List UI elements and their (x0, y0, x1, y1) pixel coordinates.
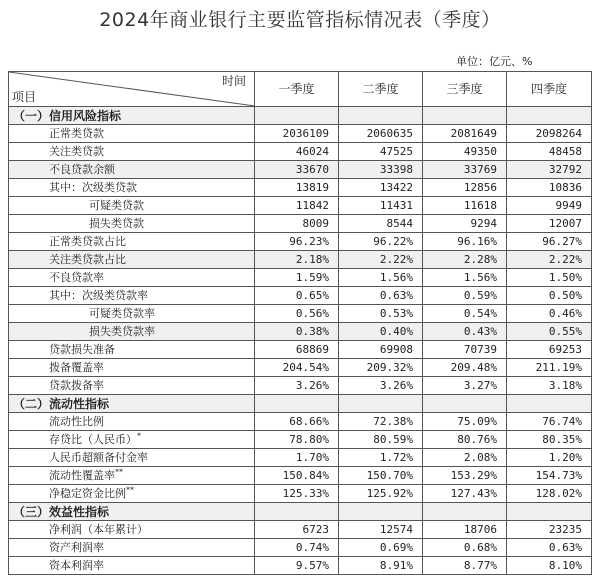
value-cell-q1: 0.56% (255, 305, 339, 323)
value-cell-q4: 8.10% (507, 557, 592, 575)
value-cell-q3: 33769 (423, 161, 507, 179)
value-cell-q2: 3.26% (339, 377, 423, 395)
section-row (9, 503, 592, 521)
value-cell-q1: 3.26% (255, 377, 339, 395)
value-cell-q4: 3.18% (507, 377, 592, 395)
row-label-text: 可疑类贷款率 (89, 306, 155, 320)
value-cell-q1: 68.66% (255, 413, 339, 431)
row-label-text: 资本利润率 (49, 558, 104, 572)
value-cell-q4 (507, 107, 592, 125)
value-cell-q4: 32792 (507, 161, 592, 179)
value-cell-q1: 96.23% (255, 233, 339, 251)
row-label (9, 521, 255, 539)
table-row (9, 449, 592, 467)
footnote-marker: ** (126, 484, 134, 494)
value-cell-q4: 128.02% (507, 485, 592, 503)
value-cell-q2: 125.92% (339, 485, 423, 503)
value-cell-q4: 154.73% (507, 467, 592, 485)
section-row (9, 395, 592, 413)
row-label (9, 539, 255, 557)
row-label (9, 485, 255, 503)
value-cell-q2: 12574 (339, 521, 423, 539)
value-cell-q2: 2060635 (339, 125, 423, 143)
row-label (9, 251, 255, 269)
value-cell-q3: 70739 (423, 341, 507, 359)
table-row (9, 179, 592, 197)
value-cell-q1: 9.57% (255, 557, 339, 575)
indicator-table (8, 71, 592, 575)
row-label-text: 不良贷款余额 (49, 162, 115, 176)
row-label (9, 197, 255, 215)
value-cell-q4: 2098264 (507, 125, 592, 143)
value-cell-q4: 2.22% (507, 251, 592, 269)
row-label-text: 其中：次级类贷款率 (49, 288, 148, 302)
value-cell-q4: 0.55% (507, 323, 592, 341)
header-row (9, 72, 592, 107)
value-cell-q2: 1.56% (339, 269, 423, 287)
value-cell-q1: 1.70% (255, 449, 339, 467)
row-label (9, 287, 255, 305)
row-label (9, 341, 255, 359)
table-row (9, 377, 592, 395)
row-label-text: 流动性覆盖率 (49, 468, 115, 482)
row-label-text: 存贷比（人民币） (49, 432, 137, 446)
value-cell-q2: 72.38% (339, 413, 423, 431)
row-label (9, 305, 255, 323)
value-cell-q3: 2.08% (423, 449, 507, 467)
table-row (9, 125, 592, 143)
row-label (9, 143, 255, 161)
value-cell-q3: 75.09% (423, 413, 507, 431)
value-cell-q1: 1.59% (255, 269, 339, 287)
value-cell-q4: 12007 (507, 215, 592, 233)
row-label-text: （一）信用风险指标 (13, 108, 122, 123)
table-body (9, 107, 592, 575)
value-cell-q4: 80.35% (507, 431, 592, 449)
value-cell-q2: 69908 (339, 341, 423, 359)
value-cell-q2: 13422 (339, 179, 423, 197)
value-cell-q3: 0.43% (423, 323, 507, 341)
value-cell-q3: 49350 (423, 143, 507, 161)
value-cell-q4: 48458 (507, 143, 592, 161)
section-label (9, 395, 255, 413)
value-cell-q2: 0.53% (339, 305, 423, 323)
value-cell-q3: 3.27% (423, 377, 507, 395)
value-cell-q1: 68869 (255, 341, 339, 359)
value-cell-q3: 2.28% (423, 251, 507, 269)
table-row (9, 413, 592, 431)
value-cell-q4: 76.74% (507, 413, 592, 431)
table-row (9, 359, 592, 377)
value-cell-q2: 0.69% (339, 539, 423, 557)
row-label-text: 贷款损失准备 (49, 342, 115, 356)
value-cell-q3: 96.16% (423, 233, 507, 251)
section-row (9, 107, 592, 125)
value-cell-q1 (255, 503, 339, 521)
row-label-text: 净稳定资金比例 (49, 486, 126, 500)
value-cell-q4: 1.20% (507, 449, 592, 467)
row-label (9, 161, 255, 179)
row-label-text: （二）流动性指标 (13, 396, 110, 411)
value-cell-q2 (339, 107, 423, 125)
row-label-text: 人民币超额备付金率 (49, 450, 148, 464)
value-cell-q1: 125.33% (255, 485, 339, 503)
value-cell-q3: 9294 (423, 215, 507, 233)
value-cell-q4: 10836 (507, 179, 592, 197)
value-cell-q4: 0.63% (507, 539, 592, 557)
value-cell-q3: 2081649 (423, 125, 507, 143)
footnote-marker: ** (115, 466, 123, 476)
table-row (9, 161, 592, 179)
table-row (9, 467, 592, 485)
row-label (9, 179, 255, 197)
value-cell-q2: 209.32% (339, 359, 423, 377)
value-cell-q3 (423, 503, 507, 521)
table-row (9, 143, 592, 161)
value-cell-q4: 1.50% (507, 269, 592, 287)
row-label-text: 正常类贷款占比 (49, 234, 126, 248)
value-cell-q4 (507, 503, 592, 521)
value-cell-q4 (507, 395, 592, 413)
table-row (9, 341, 592, 359)
row-label-text: 正常类贷款 (49, 126, 104, 140)
diagonal-line (9, 72, 255, 106)
value-cell-q1 (255, 395, 339, 413)
table-row (9, 197, 592, 215)
quarter-header-q3: 三季度 (423, 72, 507, 107)
row-label (9, 557, 255, 575)
row-label-text: 关注类贷款占比 (49, 252, 126, 266)
value-cell-q2 (339, 395, 423, 413)
row-label (9, 125, 255, 143)
value-cell-q4: 96.27% (507, 233, 592, 251)
section-label (9, 503, 255, 521)
table-row (9, 215, 592, 233)
quarter-header-q2: 二季度 (339, 72, 423, 107)
quarter-header-q1: 一季度 (255, 72, 339, 107)
value-cell-q1: 2036109 (255, 125, 339, 143)
row-label (9, 233, 255, 251)
item-header: 项目 (12, 90, 37, 104)
row-label-text: 损失类贷款率 (89, 324, 155, 338)
value-cell-q2: 8.91% (339, 557, 423, 575)
row-label-text: 流动性比例 (49, 414, 104, 428)
value-cell-q3: 0.54% (423, 305, 507, 323)
table-row (9, 557, 592, 575)
row-label-text: 关注类贷款 (49, 144, 104, 158)
table-row (9, 431, 592, 449)
value-cell-q2: 47525 (339, 143, 423, 161)
value-cell-q1: 150.84% (255, 467, 339, 485)
section-label (9, 107, 255, 125)
value-cell-q4: 9949 (507, 197, 592, 215)
value-cell-q1: 8009 (255, 215, 339, 233)
value-cell-q4: 0.46% (507, 305, 592, 323)
unit-note: 单位：亿元、% (456, 55, 533, 68)
corner-header-cell (9, 72, 255, 107)
value-cell-q2: 96.22% (339, 233, 423, 251)
table-row (9, 323, 592, 341)
table-row (9, 485, 592, 503)
row-label-text: 其中：次级类贷款 (49, 180, 137, 194)
row-label-text: 损失类贷款 (89, 216, 144, 230)
value-cell-q1: 11842 (255, 197, 339, 215)
row-label-text: 贷款拨备率 (49, 378, 104, 392)
row-label-text: （三）效益性指标 (13, 504, 110, 519)
value-cell-q3: 18706 (423, 521, 507, 539)
value-cell-q3: 153.29% (423, 467, 507, 485)
value-cell-q4: 0.50% (507, 287, 592, 305)
value-cell-q3: 11618 (423, 197, 507, 215)
value-cell-q3: 80.76% (423, 431, 507, 449)
row-label (9, 377, 255, 395)
value-cell-q2 (339, 503, 423, 521)
row-label-text: 可疑类贷款 (89, 198, 144, 212)
row-label-text: 净利润（本年累计） (49, 522, 148, 536)
value-cell-q2: 0.63% (339, 287, 423, 305)
row-label (9, 269, 255, 287)
value-cell-q1: 204.54% (255, 359, 339, 377)
page-title: 2024年商业银行主要监管指标情况表（季度） (99, 9, 501, 31)
table-row (9, 269, 592, 287)
quarter-header-q4: 四季度 (507, 72, 592, 107)
value-cell-q2: 80.59% (339, 431, 423, 449)
value-cell-q1: 0.74% (255, 539, 339, 557)
value-cell-q3 (423, 107, 507, 125)
value-cell-q4: 69253 (507, 341, 592, 359)
value-cell-q2: 0.40% (339, 323, 423, 341)
row-label (9, 467, 255, 485)
footnote-marker: * (137, 430, 141, 440)
value-cell-q2: 1.72% (339, 449, 423, 467)
row-label (9, 215, 255, 233)
value-cell-q4: 23235 (507, 521, 592, 539)
value-cell-q3 (423, 395, 507, 413)
value-cell-q1: 0.38% (255, 323, 339, 341)
value-cell-q2: 8544 (339, 215, 423, 233)
value-cell-q3: 0.59% (423, 287, 507, 305)
value-cell-q3: 8.77% (423, 557, 507, 575)
value-cell-q3: 127.43% (423, 485, 507, 503)
row-label (9, 449, 255, 467)
row-label-text: 拨备覆盖率 (49, 360, 104, 374)
row-label-text: 不良贷款率 (49, 270, 104, 284)
value-cell-q1: 13819 (255, 179, 339, 197)
value-cell-q2: 2.22% (339, 251, 423, 269)
value-cell-q3: 209.48% (423, 359, 507, 377)
row-label (9, 413, 255, 431)
table-row (9, 521, 592, 539)
table-row (9, 539, 592, 557)
value-cell-q4: 211.19% (507, 359, 592, 377)
row-label-text: 资产利润率 (49, 540, 104, 554)
value-cell-q3: 1.56% (423, 269, 507, 287)
value-cell-q3: 0.68% (423, 539, 507, 557)
value-cell-q1: 46024 (255, 143, 339, 161)
row-label (9, 431, 255, 449)
value-cell-q2: 33398 (339, 161, 423, 179)
value-cell-q1: 6723 (255, 521, 339, 539)
table-row (9, 287, 592, 305)
time-header: 时间 (221, 74, 246, 88)
value-cell-q1 (255, 107, 339, 125)
value-cell-q1: 33670 (255, 161, 339, 179)
value-cell-q1: 0.65% (255, 287, 339, 305)
value-cell-q2: 150.70% (339, 467, 423, 485)
table-row (9, 251, 592, 269)
value-cell-q1: 2.18% (255, 251, 339, 269)
value-cell-q2: 11431 (339, 197, 423, 215)
row-label (9, 359, 255, 377)
value-cell-q1: 78.80% (255, 431, 339, 449)
row-label (9, 323, 255, 341)
value-cell-q3: 12856 (423, 179, 507, 197)
table-row (9, 233, 592, 251)
table-row (9, 305, 592, 323)
